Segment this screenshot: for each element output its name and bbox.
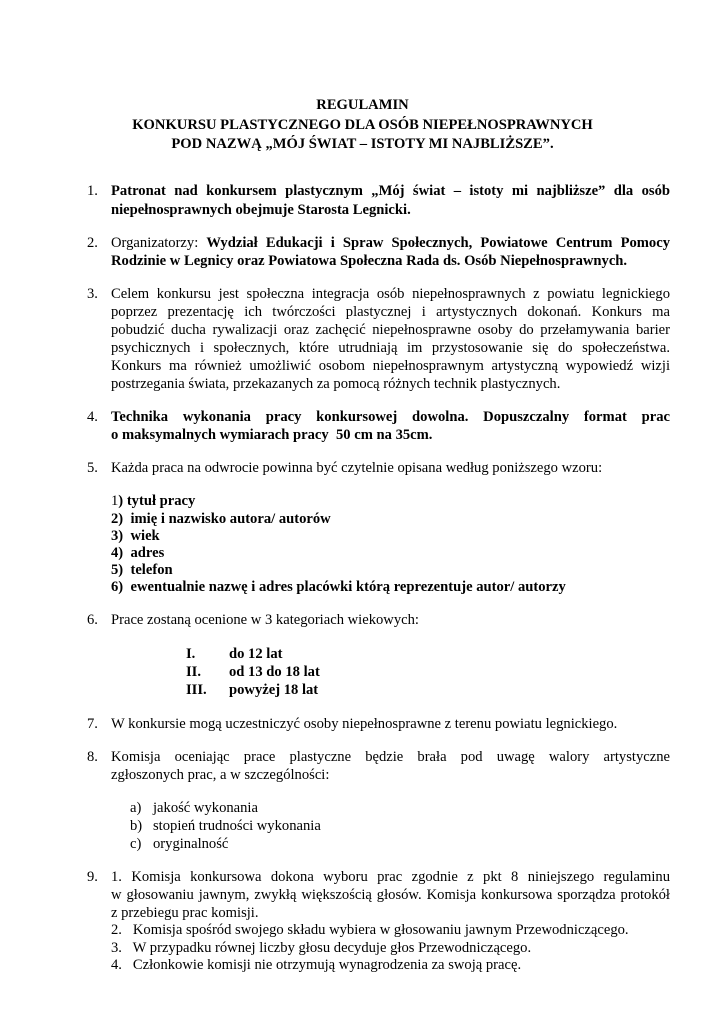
section-3-line-5: Konkurs ma również umożliwić osobom niepełnosprawnym artystyczną wypowiedź wizji	[111, 358, 670, 374]
section-2-number: 2.	[87, 235, 98, 251]
section-4-number: 4.	[87, 409, 98, 425]
section-3-line-6: postrzegania świata, przekazanych za pomocą różnych technik plastycznych.	[111, 376, 561, 392]
section-3-line-1: Celem konkursu jest społeczna integracja osób niepełnosprawnych z powiatu legnickiego	[111, 286, 670, 302]
criteria-letter: a)	[130, 800, 142, 816]
category-roman: II.	[186, 664, 202, 680]
section-9-line-2: w głosowaniu jawnym, zwykłą większością głosów. Komisja konkursowa sporządza protokół	[111, 887, 670, 903]
criteria-label: jakość wykonania	[153, 800, 258, 816]
section-6-number: 6.	[87, 612, 98, 628]
section-1-line-2: niepełnosprawnych obejmuje Starosta Legnicki.	[111, 202, 411, 218]
category-roman: III.	[186, 682, 207, 698]
section-3-line-2: poprzez prezentację ich twórczości plastycznej i artystycznych dokonań. Konkurs ma	[111, 304, 670, 320]
section-4-line-1: Technika wykonania pracy konkursowej dowolna. Dopuszczalny format prac	[111, 409, 670, 425]
section-3-line-4: psychicznych i społecznych, które utrudniają im przystosowanie się do społeczeństwa.	[111, 340, 670, 356]
section-8-line-2: zgłoszonych prac, a w szczególności:	[111, 767, 330, 783]
section-3-number: 3.	[87, 286, 98, 302]
section-9-item: 2. Komisja spośród swojego składu wybiera w głosowaniu jawnym Przewodniczącego.	[111, 922, 629, 938]
criteria-letter: c)	[130, 836, 142, 852]
criteria-label: stopień trudności wykonania	[153, 818, 321, 834]
section-3-line-3: pobudzić ducha rywalizacji oraz zachęcić niepełnosprawne osoby do przełamywania barier	[111, 322, 670, 338]
section-2-line-1	[111, 235, 670, 252]
section-9-number: 9.	[87, 869, 98, 885]
section-6-intro: Prace zostaną ocenione w 3 kategoriach wiekowych:	[111, 612, 419, 628]
list-item: 3) wiek	[111, 528, 160, 544]
section-7-text: W konkursie mogą uczestniczyć osoby niepełnosprawne z terenu powiatu legnickiego.	[111, 716, 618, 732]
section-2-prefix: Organizatorzy:	[111, 235, 207, 251]
category-roman: I.	[186, 646, 196, 662]
section-7-number: 7.	[87, 716, 98, 732]
section-9-line-3: z przebiegu prac komisji.	[111, 905, 259, 921]
list-item: 5) telefon	[111, 562, 173, 578]
section-8-number: 8.	[87, 749, 98, 765]
section-5-intro: Każda praca na odwrocie powinna być czytelnie opisana według poniższego wzoru:	[111, 460, 603, 476]
doc-title: REGULAMIN	[316, 97, 409, 113]
list-item: 4) adres	[111, 545, 165, 561]
list-item: 6) ewentualnie nazwę i adres placówki którą reprezentuje autor/ autorzy	[111, 579, 566, 595]
category-label: od 13 do 18 lat	[229, 664, 320, 680]
section-9-line-1: 1. Komisja konkursowa dokona wyboru prac zgodnie z pkt 8 niniejszego regulaminu	[111, 869, 670, 885]
category-label: powyżej 18 lat	[229, 682, 319, 698]
section-4-line-2: o maksymalnych wymiarach pracy 50 cm na 35cm.	[111, 427, 433, 443]
list-item: 1) tytuł pracy	[111, 493, 196, 509]
section-2-line-2: Rodzinie w Legnicy oraz Powiatowa Społeczna Rada ds. Osób Niepełnosprawnych.	[111, 253, 628, 269]
section-9-item: 4. Członkowie komisji nie otrzymują wynagrodzenia za swoją pracę.	[111, 957, 522, 973]
doc-subtitle-2: POD NAZWĄ „MÓJ ŚWIAT – ISTOTY MI NAJBLIŻSZE”.	[171, 136, 554, 152]
category-label: do 12 lat	[229, 646, 283, 662]
section-1-number: 1.	[87, 183, 98, 199]
criteria-label: oryginalność	[153, 836, 229, 852]
list-item: 2) imię i nazwisko autora/ autorów	[111, 511, 331, 527]
section-5-number: 5.	[87, 460, 98, 476]
section-8-line-1: Komisja oceniając prace plastyczne będzie brała pod uwagę walory artystyczne	[111, 749, 670, 765]
section-1-line-1: Patronat nad konkursem plastycznym „Mój świat – istoty mi najbliższe” dla osób	[111, 183, 670, 199]
criteria-letter: b)	[130, 818, 143, 834]
doc-subtitle-1: KONKURSU PLASTYCZNEGO DLA OSÓB NIEPEŁNOSPRAWNYCH	[132, 117, 593, 133]
section-2-organizers: Wydział Edukacji i Spraw Społecznych, Powiatowe Centrum Pomocy	[206, 235, 671, 251]
section-9-item: 3. W przypadku równej liczby głosu decyduje głos Przewodniczącego.	[111, 940, 532, 956]
